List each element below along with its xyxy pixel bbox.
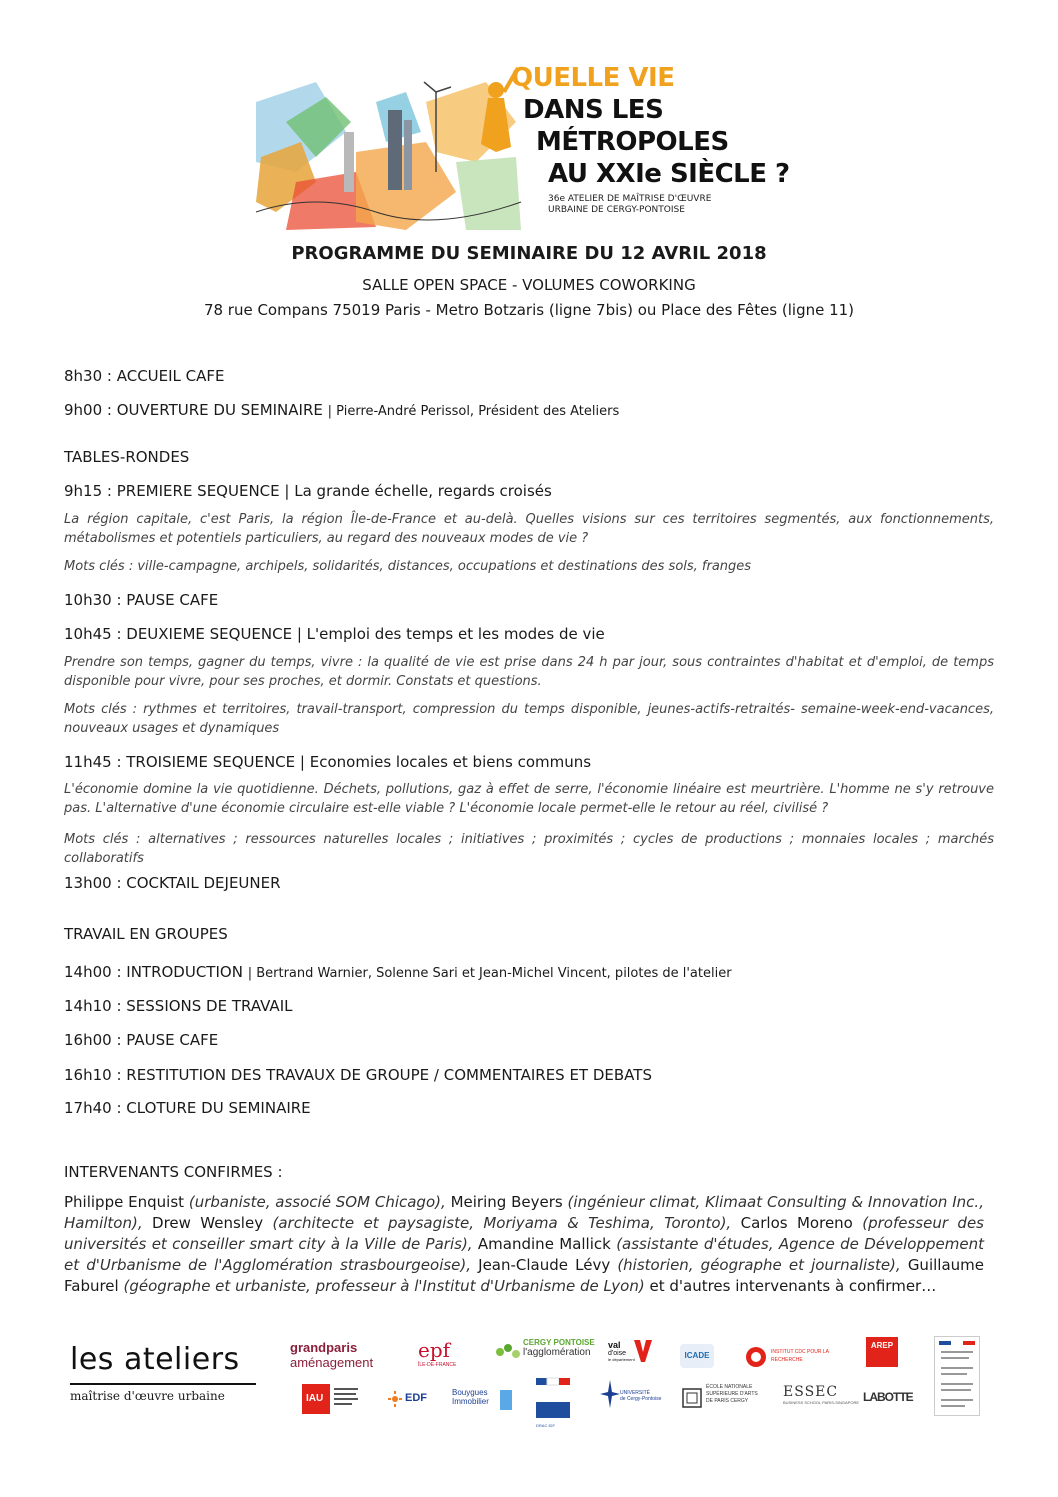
speaker-name: Jean-Claude Lévy [478, 1256, 611, 1274]
epf-logo [418, 1338, 463, 1372]
bouygues-line1: Bouygues [452, 1388, 488, 1397]
bouygues-immobilier-logo [452, 1388, 514, 1414]
speaker-name: Guillaume Faburel [64, 1256, 984, 1295]
program-ouverture [64, 401, 994, 419]
program-cloture: 17h40 : CLOTURE DU SEMINAIRE [64, 1099, 311, 1117]
speaker-role: (professeur des universités et conseiller smart city à la Ville de Paris), [64, 1214, 984, 1253]
bouygues-line2: Immobilier [452, 1397, 489, 1406]
speakers-heading: INTERVENANTS CONFIRMES : [64, 1163, 283, 1181]
program-intro-time: 14h00 : INTRODUCTION [64, 963, 243, 981]
program-seq2-description: Prendre son temps, gagner du temps, vivre : la qualité de vie est prise dans 24 h par jour, sous contraintes d'habitat et d'emploi, de temps disponible pour vivre, pour ses proches, et dormir. Constats et questions. [64, 655, 994, 689]
icade-name: ICADE [684, 1351, 710, 1360]
republique-flag-icon [536, 1378, 570, 1418]
ministere-logo [934, 1336, 980, 1416]
banner-title-line: DANS LES [523, 95, 664, 125]
epf-sub: ÎLE-DE-FRANCE [418, 1362, 457, 1368]
program-seq3 [64, 753, 994, 771]
program-seq1-description: La région capitale, c'est Paris, la région Île-de-France et au-delà. Quelles visions sur ces territoires segmentés, aux fonctionnements, métabolismes et potentiels particuliers, au regard des nouveaux modes de vie ? [64, 512, 994, 546]
program-seq2-topic: | L'emploi des temps et les modes de vie [296, 625, 605, 643]
speakers-closing: et d'autres intervenants à confirmer… [649, 1277, 937, 1295]
cergy-dots-icon [495, 1342, 521, 1362]
ucp-line1: UNIVERSITÉ [620, 1390, 651, 1396]
program-accueil: 8h30 : ACCUEIL CAFE [64, 367, 225, 385]
les-ateliers-tagline: maîtrise d'œuvre urbaine [70, 1389, 225, 1403]
les-ateliers-logo [70, 1342, 260, 1403]
program-seq1-keywords: Mots clés : ville-campagne, archipels, solidarités, distances, occupations et destinations des sols, franges [64, 559, 752, 574]
edf-logo [387, 1388, 435, 1412]
venue: SALLE OPEN SPACE - VOLUMES COWORKING [362, 276, 696, 294]
ensapc-name: ÉCOLE NATIONALE SUPÉRIEURE D'ARTS DE PARIS CERGY [706, 1384, 758, 1404]
banner-title-line: MÉTROPOLES [536, 127, 729, 157]
program-restitution: 16h10 : RESTITUTION DES TRAVAUX DE GROUPE / COMMENTAIRES ET DEBATS [64, 1066, 652, 1084]
les-ateliers-divider [70, 1383, 256, 1385]
institut-cdc-logo [745, 1342, 840, 1372]
banner-title-line: QUELLE VIE [511, 63, 675, 93]
speaker-name: Carlos Moreno [740, 1214, 853, 1232]
labotte-name: LABOTTE [863, 1390, 913, 1404]
program-seq1-time: 9h15 : PREMIERE SEQUENCE [64, 482, 280, 500]
drac-idf-logo [536, 1378, 570, 1430]
arep-name: AREP [870, 1341, 894, 1350]
grand-paris-amenagement-logo [290, 1340, 385, 1370]
program-seq1 [64, 482, 994, 500]
cergy-pontoise-logo [495, 1338, 595, 1368]
speaker-role: (géographe et urbaniste, professeur à l'Institut d'Urbanisme de Lyon) [123, 1277, 645, 1295]
cdc-name: INSTITUT CDC POUR LA RECHERCHE [771, 1349, 829, 1363]
program-pause2: 16h00 : PAUSE CAFE [64, 1031, 219, 1049]
banner-subtitle [548, 194, 711, 216]
bouygues-b-mark [500, 1390, 512, 1410]
iau-text-lines-icon [334, 1388, 360, 1410]
drac-name: DRAC IDF [536, 1423, 555, 1428]
arep-logo [866, 1337, 898, 1367]
banner-subtitle-line: URBAINE DE CERGY-PONTOISE [548, 205, 685, 215]
val-doise-logo [608, 1340, 653, 1372]
program-sessions: 14h10 : SESSIONS DE TRAVAIL [64, 997, 293, 1015]
program-seq3-keywords: Mots clés : alternatives ; ressources naturelles locales ; initiatives ; proximités ; cycles de productions ; monnaies locales ; marchés collaboratifs [64, 832, 994, 866]
valdoise-line3: le département [608, 1357, 635, 1362]
speaker-role: (historien, géographe et journaliste), [617, 1256, 901, 1274]
cdc-mark-icon [745, 1346, 767, 1368]
banner-title [511, 62, 790, 190]
program-seq2-time: 10h45 : DEUXIEME SEQUENCE [64, 625, 293, 643]
epf-name: epf [418, 1338, 451, 1362]
marianne-icon [935, 1337, 979, 1415]
universite-cergy-logo [598, 1378, 660, 1414]
speaker-name: Amandine Mallick [477, 1235, 611, 1253]
essec-sub: BUSINESS SCHOOL PARIS-SINGAPORE [783, 1400, 860, 1405]
essec-name: ESSEC [783, 1384, 839, 1400]
val-doise-v-icon [634, 1340, 652, 1362]
essec-logo [783, 1384, 860, 1414]
program-ouverture-speaker: | Pierre-André Perissol, Président des Ateliers [327, 404, 620, 419]
edf-name: EDF [405, 1392, 427, 1404]
program-pause1: 10h30 : PAUSE CAFE [64, 591, 219, 609]
banner [256, 62, 790, 230]
icade-logo [680, 1344, 714, 1368]
page-title: PROGRAMME DU SEMINAIRE DU 12 AVRIL 2018 [291, 243, 767, 264]
edf-sun-icon [387, 1390, 403, 1408]
ensapc-square-icon [682, 1388, 702, 1408]
ucp-line2: de Cergy-Pontoise [620, 1396, 662, 1402]
ucp-star-icon [598, 1378, 622, 1410]
labotte-logo [863, 1384, 913, 1414]
program-seq2-keywords: Mots clés : rythmes et territoires, travail-transport, compression du temps disponible, jeunes-actifs-retraités- semaine-week-end-vacances, nouveaux usages et dynamiques [64, 702, 994, 736]
program-seq1-topic: | La grande échelle, regards croisés [284, 482, 552, 500]
ensapc-logo [682, 1384, 764, 1414]
speakers-list [64, 1192, 984, 1297]
banner-title-line: AU XXIe SIÈCLE ? [548, 159, 790, 189]
gpa-line1: grandparis [290, 1340, 358, 1355]
program-intro [64, 963, 994, 981]
valdoise-line1: val [608, 1340, 621, 1350]
program-seq3-topic: | Economies locales et biens communs [299, 753, 592, 771]
speaker-name: Drew Wensley [152, 1214, 264, 1232]
speaker-role: (assistante d'études, Agence de Développement et d'Urbanisme de l'Agglomération strasbourgeoise), [64, 1235, 984, 1274]
section-travail-groupes: TRAVAIL EN GROUPES [64, 925, 228, 943]
cergy-line2: l'agglomération [523, 1347, 591, 1358]
program-seq3-description: L'économie domine la vie quotidienne. Déchets, pollutions, gaz à effet de serre, l'économie linéaire est meurtrière. L'homme ne s'y retrouve pas. L'alternative d'une économie circulaire est-elle viable ? L'économie locale permet-elle le retour au réel, civilisé ? [64, 782, 994, 816]
program-seq2 [64, 625, 994, 643]
cergy-line1: CERGY PONTOISE [523, 1338, 595, 1347]
address: 78 rue Compans 75019 Paris - Metro Botzaris (ligne 7bis) ou Place des Fêtes (ligne 11) [203, 301, 855, 319]
iau-logo [302, 1384, 362, 1414]
speaker-name: Meiring Beyers [450, 1193, 563, 1211]
program-seq3-time: 11h45 : TROISIEME SEQUENCE [64, 753, 296, 771]
banner-illustration [256, 62, 521, 230]
les-ateliers-name: les ateliers [70, 1342, 240, 1377]
program-cocktail: 13h00 : COCKTAIL DEJEUNER [64, 874, 281, 892]
program-intro-speakers: | Bertrand Warnier, Solenne Sari et Jean-Michel Vincent, pilotes de l'atelier [247, 966, 732, 981]
speaker-role: (urbaniste, associé SOM Chicago), [188, 1193, 446, 1211]
banner-subtitle-line: 36e ATELIER DE MAÎTRISE D'ŒUVRE [548, 194, 712, 204]
speaker-role: (ingénieur climat, Klimaat Consulting & Innovation Inc., Hamilton), [64, 1193, 984, 1232]
gpa-line2: aménagement [290, 1355, 374, 1370]
speaker-name: Philippe Enquist [64, 1193, 185, 1211]
program-ouverture-time: 9h00 : OUVERTURE DU SEMINAIRE [64, 401, 323, 419]
iau-name: IAU [306, 1393, 324, 1404]
section-tables-rondes: TABLES-RONDES [64, 448, 190, 466]
speaker-role: (architecte et paysagiste, Moriyama & Teshima, Toronto), [272, 1214, 732, 1232]
valdoise-line2: d'oise [608, 1350, 627, 1357]
